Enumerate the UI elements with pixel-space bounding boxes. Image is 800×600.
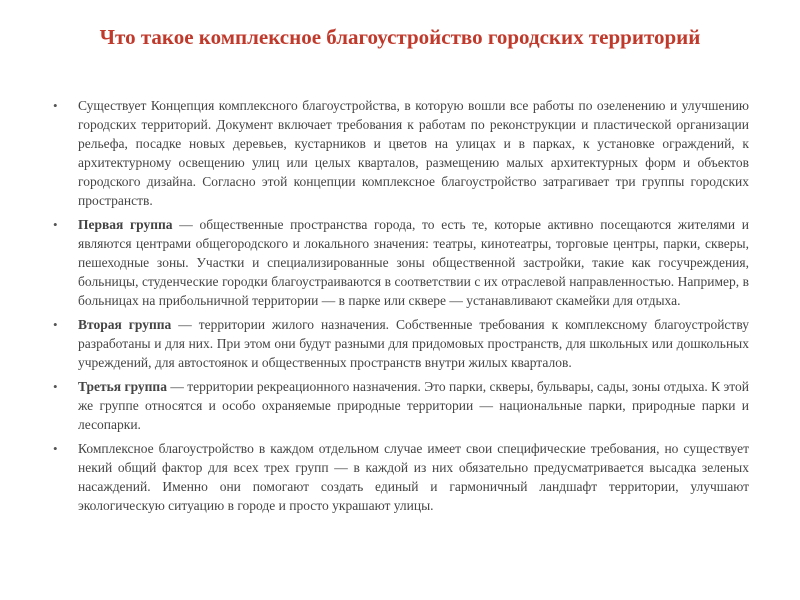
bullet-second-group [52, 315, 749, 372]
bullet-concept [52, 96, 749, 210]
bullet-list [52, 96, 749, 520]
bullet-text: — территории жилого назначения. Собственные требования к комплексному благоустройству разработаны и для них. При этом они будут разными для придомовых пространств, для школьных или дошкольных учреждений, для автостоянок и общественных пространств внутри жилых кварталов. [78, 317, 749, 370]
bullet-dot-icon: • [53, 379, 58, 394]
bullet-text: Существует Концепция комплексного благоустройства, в которую вошли все работы по озеленению и улучшению городских территорий. Документ включает требования к работам по реконструкции и пластической организации рельефа, посадке новых деревьев, кустарников и цветов на улицах и в парках, к установке ограждений, к архитектурному освещению улиц или целых кварталов, размещению малых архитектурных форм и объектов городского дизайна. Согласно этой концепции комплексное благоустройство затрагивает три группы городских пространств. [78, 98, 749, 208]
bullet-text: Комплексное благоустройство в каждом отдельном случае имеет свои специфические требования, но существует некий общий фактор для всех трех групп — в каждой из них обязательно предусматривается высадка зеленых насаждений. Именно они помогают создать единый и гармоничный ландшафт территории, улучшают экологическую ситуацию в городе и просто украшают улицы. [78, 441, 749, 513]
bullet-third-group [52, 377, 749, 434]
bullet-dot-icon: • [53, 98, 58, 113]
bullet-conclusion [52, 439, 749, 515]
bullet-lead: Третья группа [78, 379, 167, 394]
bullet-dot-icon: • [53, 441, 58, 456]
bullet-lead: Первая группа [78, 217, 173, 232]
bullet-first-group [52, 215, 749, 310]
bullet-dot-icon: • [53, 317, 58, 332]
bullet-dot-icon: • [53, 217, 58, 232]
bullet-text: — территории рекреационного назначения. Это парки, скверы, бульвары, сады, зоны отдыха. К этой же группе относятся и особо охраняемые природные территории — национальные парки, природные парки и лесопарки. [78, 379, 749, 432]
bullet-lead: Вторая группа [78, 317, 172, 332]
slide-title: Что такое комплексное благоустройство городских территорий [99, 25, 701, 49]
bullet-text: — общественные пространства города, то есть те, которые активно посещаются жителями и являются центрами общегородского и локального значения: театры, кинотеатры, торговые центры, парки, скверы, пешеходные зоны. Участки и специализированные зоны общественной застройки, такие как госучреждения, больницы, студенческие городки благоустраиваются в соответствии с их отраслевой направленностью. Например, в больницах на прибольничной территории — в парке или сквере — устанавливают скамейки для отдыха. [78, 217, 749, 308]
